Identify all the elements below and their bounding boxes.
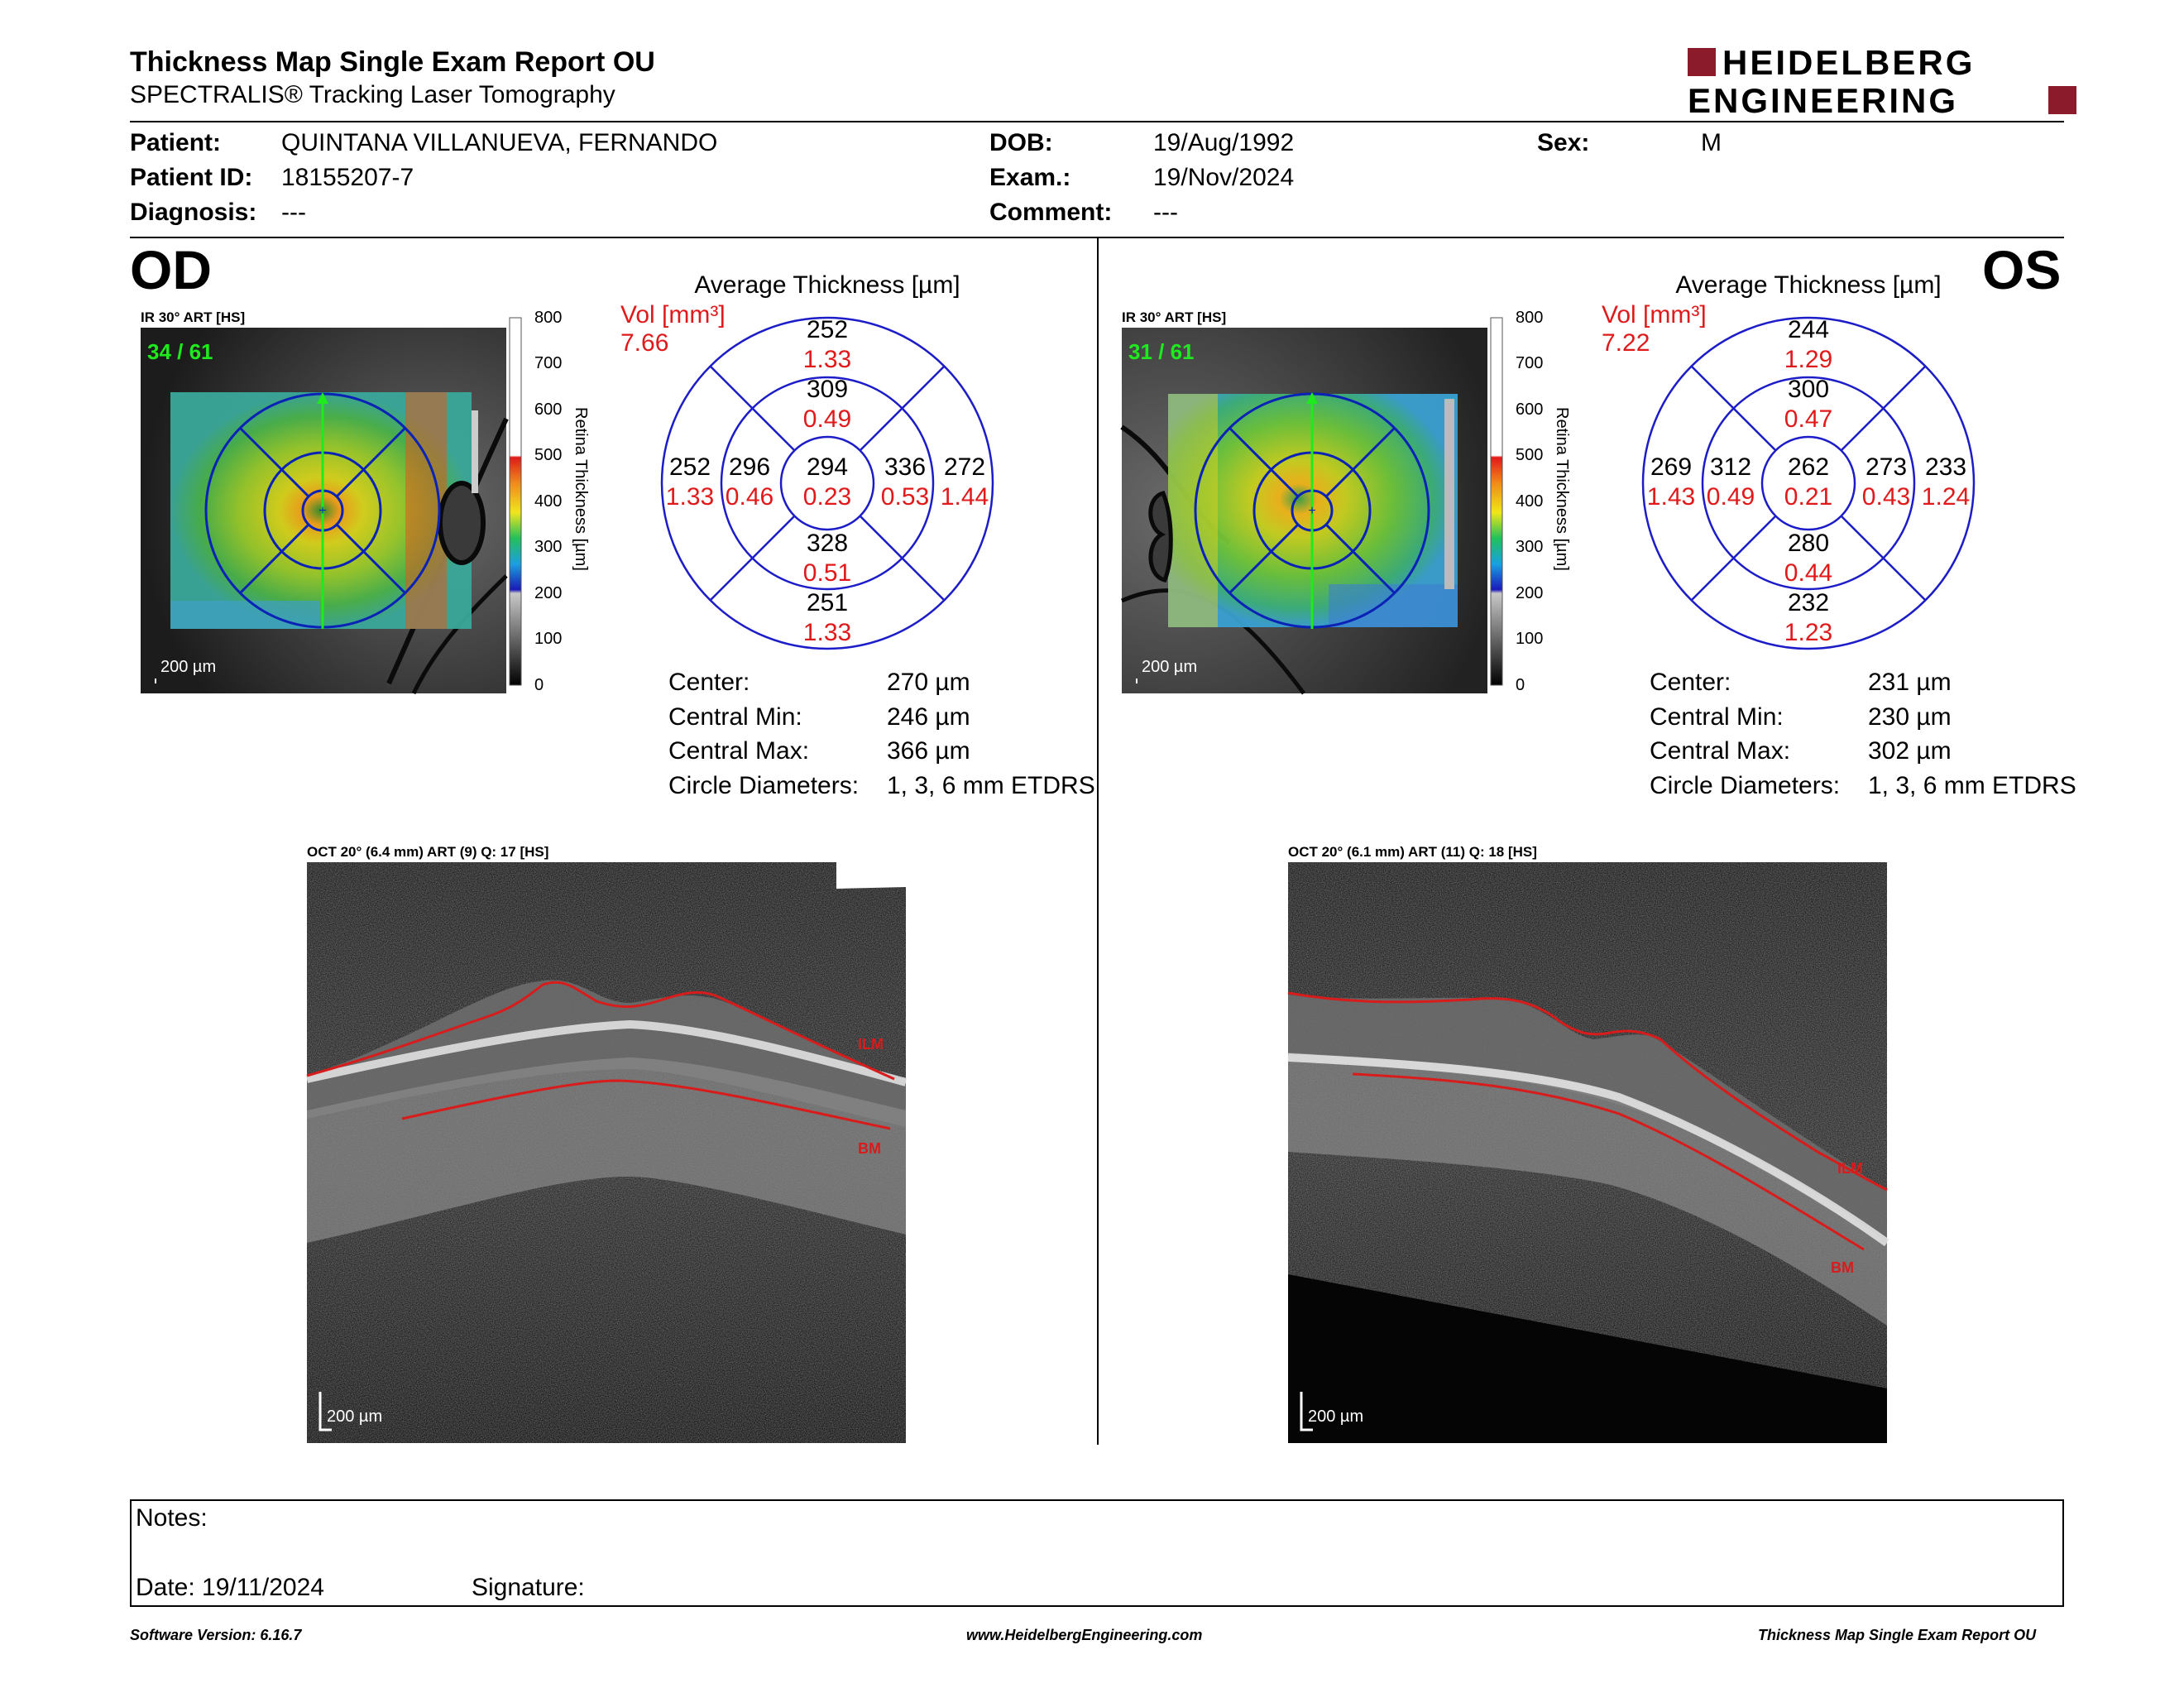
comment-value: --- <box>1153 199 1178 226</box>
od-cbar-title: Retina Thickness [µm] <box>572 407 590 571</box>
od-min-label: Central Min: <box>668 703 802 731</box>
signature-label: Signature: <box>472 1574 585 1601</box>
od-vol-label: Vol [mm³] <box>620 301 726 328</box>
os-min-value: 230 µm <box>1868 703 1952 731</box>
os-cbar-tick-200: 200 <box>1516 584 1544 602</box>
logo-line2: ENGINEERING <box>1688 81 1959 120</box>
os-ir-caption: IR 30° ART [HS] <box>1122 309 1227 325</box>
os-oct-scale-label: 200 µm <box>1308 1407 1364 1426</box>
od-oct-scale-label: 200 µm <box>327 1407 383 1426</box>
svg-text:+: + <box>1308 504 1316 518</box>
diagnosis-value: --- <box>281 199 306 226</box>
comment-label: Comment: <box>989 199 1113 226</box>
os-eye-label: OS <box>1982 239 2062 300</box>
os-oct-bscan <box>1288 862 1887 1443</box>
exam-value: 19/Nov/2024 <box>1153 164 1295 191</box>
report-title: Thickness Map Single Exam Report OU <box>130 46 655 78</box>
od-max-label: Central Max: <box>668 737 810 765</box>
od-center-thickness: 294 <box>806 453 849 481</box>
od-oct-bscan <box>307 862 906 1443</box>
os-scale-label: 200 µm <box>1142 658 1198 676</box>
os-cbar-tick-600: 600 <box>1516 400 1544 419</box>
od-inner-inf-volume: 0.51 <box>802 559 852 587</box>
os-outer-sup-volume: 1.29 <box>1784 346 1833 373</box>
os-outer-left-thickness: 269 <box>1650 453 1693 481</box>
patient-label: Patient: <box>130 129 222 156</box>
os-diam-value: 1, 3, 6 mm ETDRS <box>1868 772 2076 799</box>
od-min-value: 246 µm <box>887 703 970 731</box>
od-frame-counter: 34 / 61 <box>147 339 213 364</box>
od-diam-value: 1, 3, 6 mm ETDRS <box>887 772 1095 799</box>
logo-line1: HEIDELBERG <box>1722 43 1976 82</box>
od-inner-left-thickness: 296 <box>728 453 771 481</box>
footer-report-name: Thickness Map Single Exam Report OU <box>1758 1627 2037 1643</box>
od-outer-sup-volume: 1.33 <box>802 346 852 373</box>
od-ir-caption: IR 30° ART [HS] <box>141 309 246 325</box>
os-max-value: 302 µm <box>1868 737 1952 765</box>
os-etdrs-grid <box>1602 298 2090 646</box>
os-inner-inf-thickness: 280 <box>1787 530 1830 557</box>
os-inner-right-volume: 0.43 <box>1861 483 1911 511</box>
od-outer-right-volume: 1.44 <box>940 483 989 511</box>
od-inner-sup-volume: 0.49 <box>802 405 852 433</box>
patient-id-label: Patient ID: <box>130 164 253 191</box>
dob-label: DOB: <box>989 129 1053 156</box>
date-label: Date: 19/11/2024 <box>136 1574 324 1601</box>
od-fundus-thickness-map <box>141 328 506 693</box>
od-cbar-tick-500: 500 <box>534 446 563 464</box>
os-inner-sup-thickness: 300 <box>1787 376 1830 403</box>
od-center-value: 270 µm <box>887 669 970 696</box>
os-cbar-title: Retina Thickness [µm] <box>1553 407 1571 571</box>
od-cbar-tick-400: 400 <box>534 492 563 511</box>
os-cbar-tick-700: 700 <box>1516 354 1544 372</box>
od-cbar-tick-0: 0 <box>534 676 544 694</box>
od-max-value: 366 µm <box>887 737 970 765</box>
od-cbar-tick-100: 100 <box>534 630 563 648</box>
os-outer-sup-thickness: 244 <box>1787 316 1830 343</box>
footer-software-version: Software Version: 6.16.7 <box>130 1627 302 1643</box>
od-scale-label: 200 µm <box>160 658 217 676</box>
os-center-thickness: 262 <box>1787 453 1830 481</box>
os-outer-right-volume: 1.24 <box>1921 483 1971 511</box>
diagnosis-label: Diagnosis: <box>130 199 257 226</box>
od-cbar-tick-800: 800 <box>534 309 563 327</box>
od-outer-right-thickness: 272 <box>943 453 986 481</box>
os-diam-label: Circle Diameters: <box>1650 772 1841 799</box>
exam-label: Exam.: <box>989 164 1071 191</box>
header-divider <box>130 121 2064 122</box>
os-center-label: Center: <box>1650 669 1731 696</box>
od-outer-inf-thickness: 251 <box>806 589 849 616</box>
od-inner-sup-thickness: 309 <box>806 376 849 403</box>
os-inner-inf-volume: 0.44 <box>1784 559 1833 587</box>
os-inner-right-thickness: 273 <box>1865 453 1908 481</box>
report-subtitle: SPECTRALIS® Tracking Laser Tomography <box>130 81 615 108</box>
os-oct-caption: OCT 20° (6.1 mm) ART (11) Q: 18 [HS] <box>1288 844 1537 860</box>
od-eye-label: OD <box>130 239 212 300</box>
od-cbar-tick-300: 300 <box>534 538 563 556</box>
os-fundus-thickness-map <box>1122 328 1487 693</box>
od-etdrs-grid <box>620 298 1109 646</box>
os-center-value: 231 µm <box>1868 669 1952 696</box>
footer-website[interactable]: www.HeidelbergEngineering.com <box>966 1627 1203 1643</box>
os-outer-inf-volume: 1.23 <box>1784 619 1833 646</box>
od-inner-left-volume: 0.46 <box>725 483 774 511</box>
od-cbar-tick-600: 600 <box>534 400 563 419</box>
os-center-volume: 0.21 <box>1784 483 1833 511</box>
os-vol-total: 7.22 <box>1602 329 1650 357</box>
od-diam-label: Circle Diameters: <box>668 772 860 799</box>
od-cbar-tick-700: 700 <box>534 354 563 372</box>
os-cbar-tick-0: 0 <box>1516 676 1525 694</box>
sex-value: M <box>1701 129 1722 156</box>
os-outer-inf-thickness: 232 <box>1787 589 1830 616</box>
os-outer-right-thickness: 233 <box>1924 453 1967 481</box>
od-avg-title: Average Thickness [µm] <box>694 271 960 299</box>
os-avg-title: Average Thickness [µm] <box>1675 271 1942 299</box>
os-bm-label: BM <box>1831 1259 1854 1276</box>
os-cbar-tick-100: 100 <box>1516 630 1544 648</box>
patient-id-value: 18155207-7 <box>281 164 414 191</box>
od-outer-left-thickness: 252 <box>668 453 711 481</box>
os-cbar-tick-300: 300 <box>1516 538 1544 556</box>
os-min-label: Central Min: <box>1650 703 1784 731</box>
od-inner-right-volume: 0.53 <box>880 483 930 511</box>
patient-name: QUINTANA VILLANUEVA, FERNANDO <box>281 129 718 156</box>
heidelberg-logo <box>1688 43 2076 120</box>
os-vol-label: Vol [mm³] <box>1602 301 1707 328</box>
os-colorbar <box>1487 311 1578 692</box>
os-outer-left-volume: 1.43 <box>1646 483 1696 511</box>
od-ilm-label: ILM <box>858 1036 884 1053</box>
sex-label: Sex: <box>1537 129 1590 156</box>
od-outer-sup-thickness: 252 <box>806 316 849 343</box>
od-inner-right-thickness: 336 <box>884 453 927 481</box>
od-oct-caption: OCT 20° (6.4 mm) ART (9) Q: 17 [HS] <box>307 844 549 860</box>
od-outer-left-volume: 1.33 <box>665 483 715 511</box>
os-inner-sup-volume: 0.47 <box>1784 405 1833 433</box>
notes-label: Notes: <box>136 1504 208 1532</box>
od-center-volume: 0.23 <box>802 483 852 511</box>
dob-value: 19/Aug/1992 <box>1153 129 1295 156</box>
os-inner-left-thickness: 312 <box>1709 453 1752 481</box>
od-colorbar <box>506 311 597 692</box>
os-cbar-tick-400: 400 <box>1516 492 1544 511</box>
od-inner-inf-thickness: 328 <box>806 530 849 557</box>
od-vol-total: 7.66 <box>620 329 669 357</box>
od-cbar-tick-200: 200 <box>534 584 563 602</box>
od-outer-inf-volume: 1.33 <box>802 619 852 646</box>
os-inner-left-volume: 0.49 <box>1706 483 1755 511</box>
od-bm-label: BM <box>858 1140 881 1157</box>
os-max-label: Central Max: <box>1650 737 1791 765</box>
os-cbar-tick-500: 500 <box>1516 446 1544 464</box>
os-frame-counter: 31 / 61 <box>1128 339 1195 364</box>
os-cbar-tick-800: 800 <box>1516 309 1544 327</box>
svg-text:+: + <box>318 504 327 518</box>
od-center-label: Center: <box>668 669 750 696</box>
notes-box[interactable] <box>130 1499 2064 1607</box>
os-ilm-label: ILM <box>1837 1160 1863 1177</box>
